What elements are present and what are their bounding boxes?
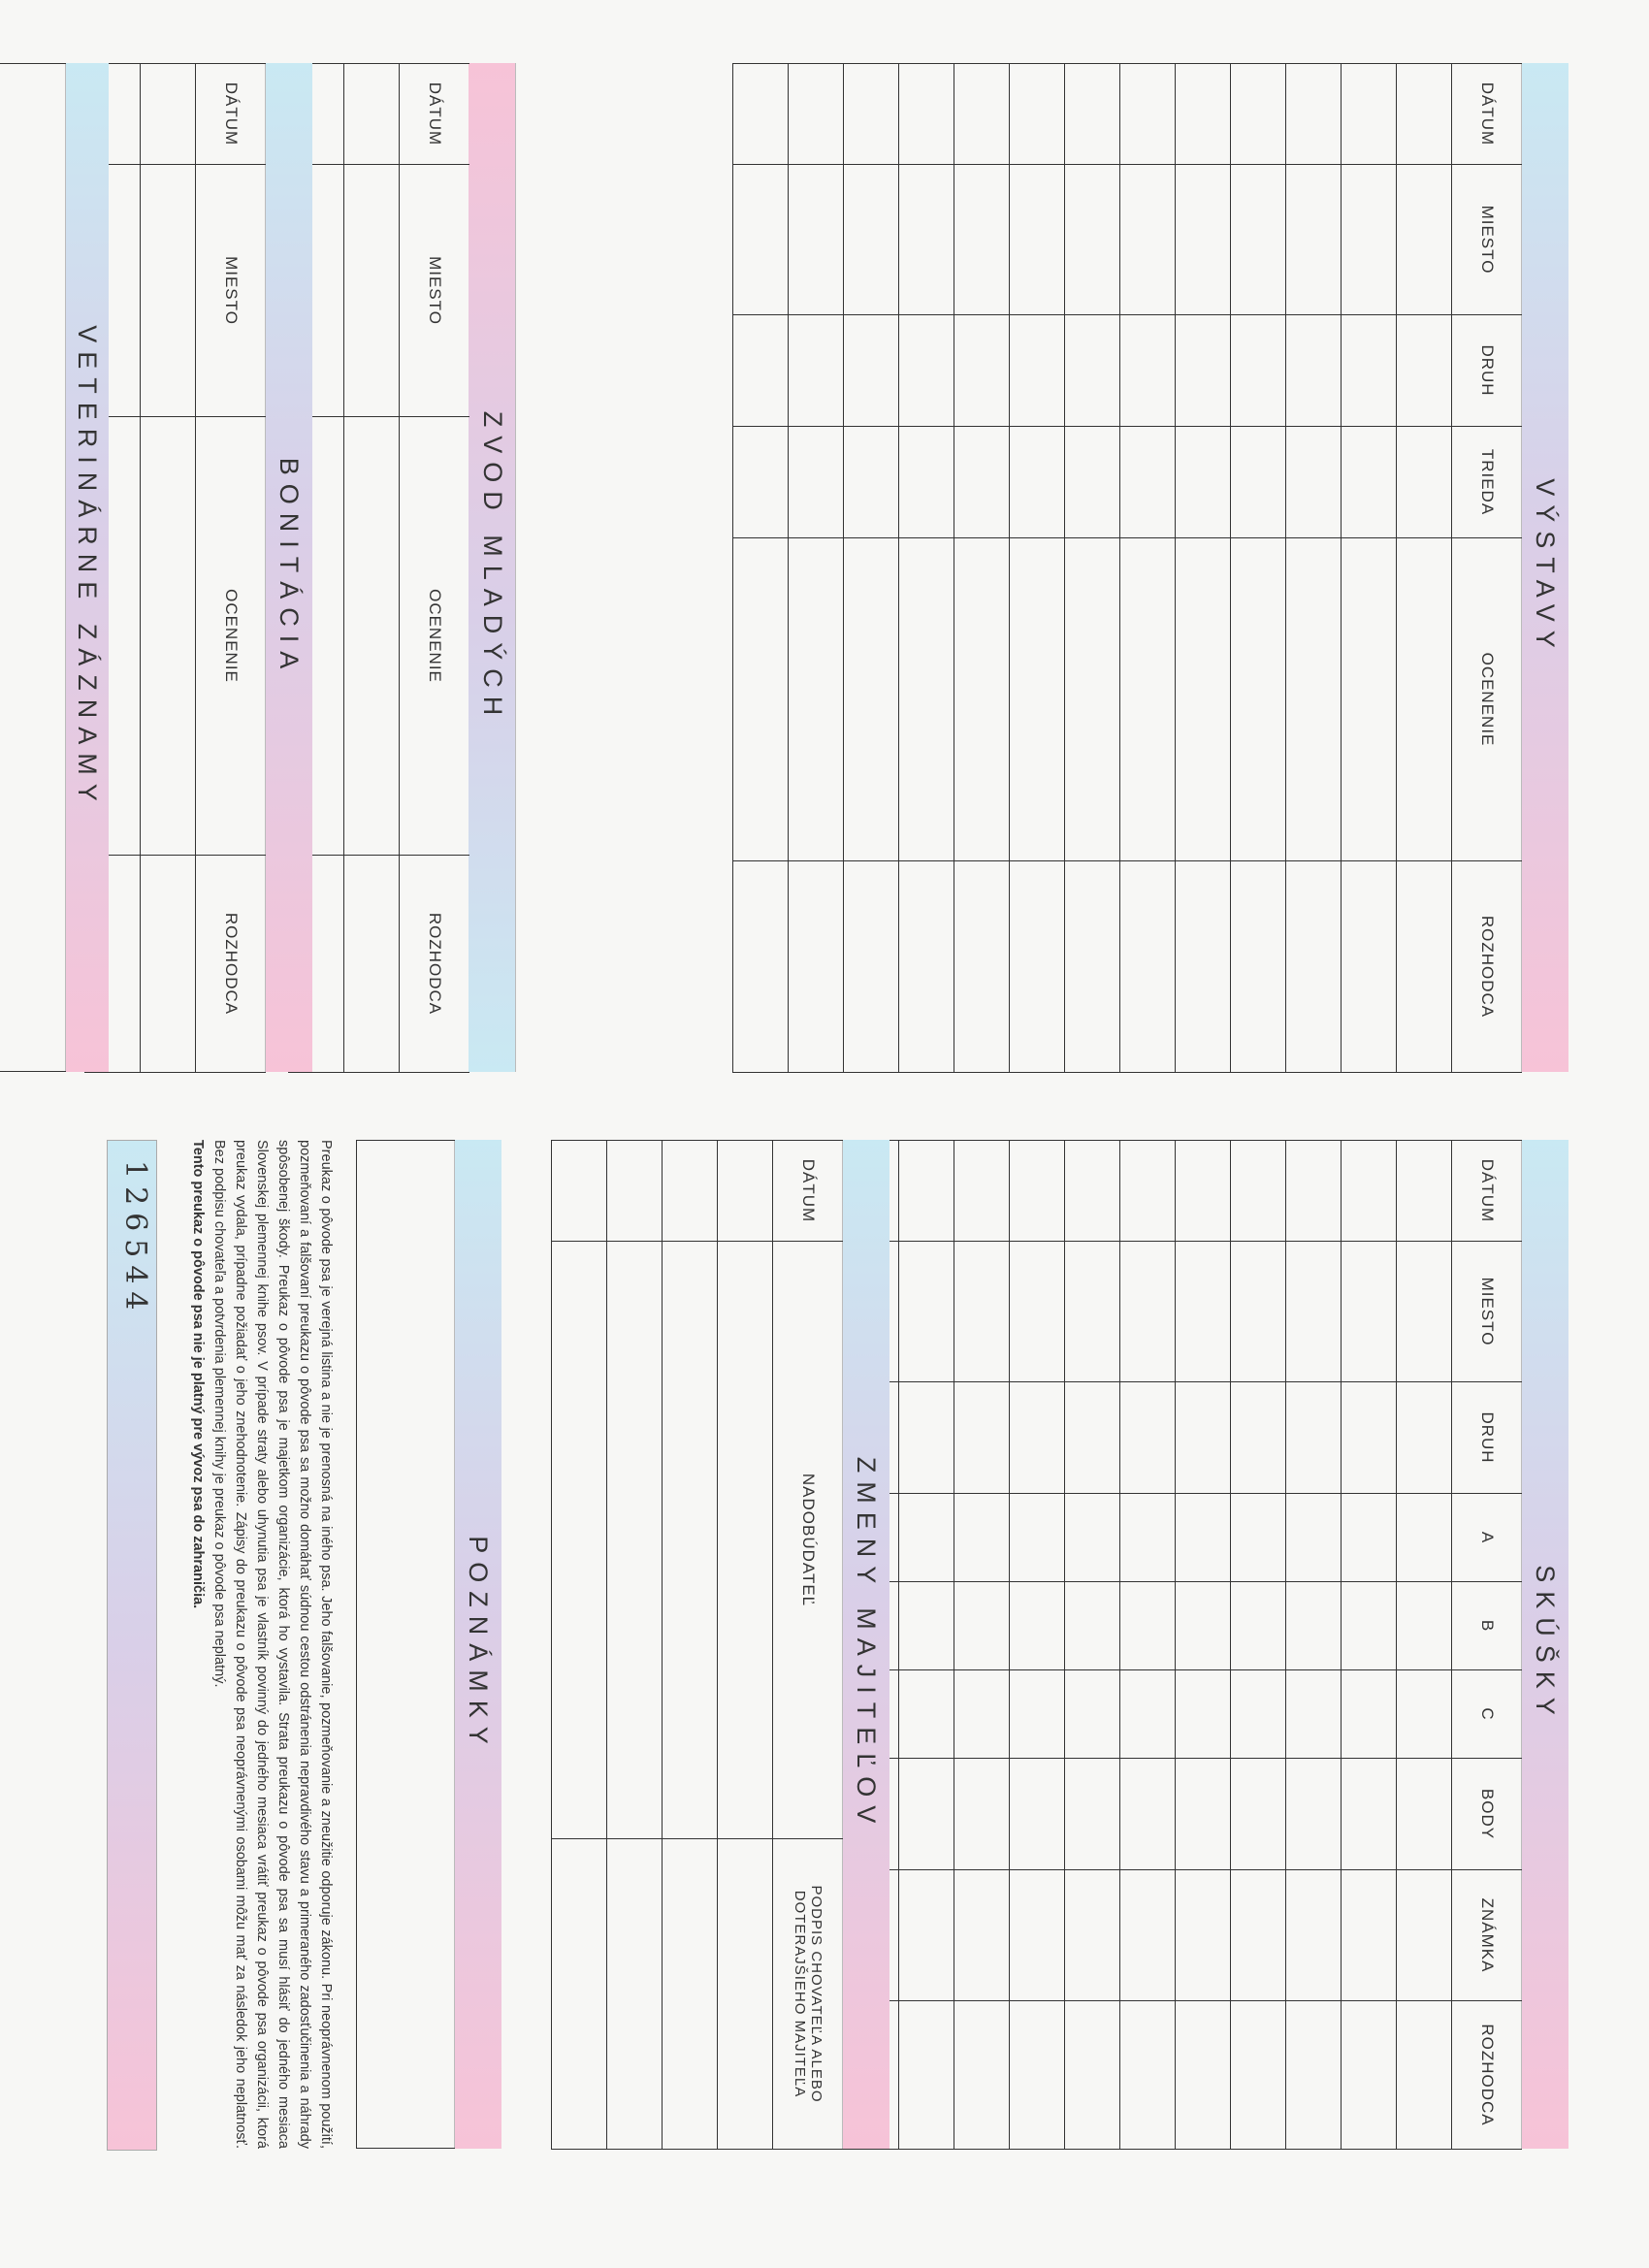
table-cell[interactable] <box>663 1839 718 2150</box>
table-cell[interactable] <box>1286 1494 1342 1582</box>
table-cell[interactable] <box>1120 1382 1176 1494</box>
table-cell[interactable] <box>1231 165 1286 315</box>
table-row <box>552 1141 607 2150</box>
table-cell[interactable] <box>1120 64 1176 165</box>
col-miesto: MIESTO <box>1452 1242 1523 1382</box>
table-cell[interactable] <box>1397 1494 1452 1582</box>
col-miesto: MIESTO <box>196 165 267 417</box>
table-cell[interactable] <box>1120 861 1176 1073</box>
table-cell[interactable] <box>1065 315 1120 427</box>
table-row <box>344 64 400 1073</box>
table-cell[interactable] <box>1342 1141 1397 1242</box>
table-cell[interactable] <box>1010 2001 1065 2150</box>
table-cell[interactable] <box>1065 861 1120 1073</box>
table-cell[interactable] <box>1286 538 1342 861</box>
table-cell[interactable] <box>1120 165 1176 315</box>
table-cell[interactable] <box>1342 1494 1397 1582</box>
table-row <box>1010 64 1065 1073</box>
table-row <box>954 1141 1010 2150</box>
table-cell[interactable] <box>1010 315 1065 427</box>
table-cell[interactable] <box>1286 1759 1342 1870</box>
table-cell[interactable] <box>1342 538 1397 861</box>
col-datum: DÁTUM <box>400 64 470 165</box>
table-cell[interactable] <box>954 1141 1010 1242</box>
table-cell[interactable] <box>1286 64 1342 165</box>
table-cell[interactable] <box>552 1839 607 2150</box>
table-row <box>607 1141 663 2150</box>
zmeny-title: ZMENY MAJITEĽOV <box>842 1140 889 2149</box>
table-cell[interactable] <box>1065 1582 1120 1670</box>
table-cell[interactable] <box>1010 1242 1065 1382</box>
table-cell[interactable] <box>1286 2001 1342 2150</box>
table-row <box>1120 64 1176 1073</box>
table-cell[interactable] <box>954 1494 1010 1582</box>
table-cell[interactable] <box>1120 1582 1176 1670</box>
skusky-table <box>843 1140 1522 2150</box>
table-cell[interactable] <box>1176 861 1231 1073</box>
col-a: A <box>1452 1494 1523 1582</box>
table-cell[interactable] <box>954 315 1010 427</box>
vystavy-title: VÝSTAVY <box>1521 63 1568 1072</box>
table-cell[interactable] <box>1010 1382 1065 1494</box>
table-cell[interactable] <box>1231 1670 1286 1759</box>
vystavy-table <box>732 63 1522 1073</box>
table-cell[interactable] <box>1342 1382 1397 1494</box>
table-cell[interactable] <box>1397 64 1452 165</box>
col-c: C <box>1452 1670 1523 1759</box>
table-cell[interactable] <box>1397 315 1452 427</box>
table-cell[interactable] <box>954 1582 1010 1670</box>
col-datum: DÁTUM <box>773 1141 844 1242</box>
table-cell[interactable] <box>1286 427 1342 538</box>
table-cell[interactable] <box>954 2001 1010 2150</box>
table-cell[interactable] <box>1176 1582 1231 1670</box>
table-cell[interactable] <box>954 861 1010 1073</box>
table-cell[interactable] <box>1397 2001 1452 2150</box>
table-cell[interactable] <box>1286 315 1342 427</box>
col-rozhodca: ROZHODCA <box>400 856 470 1073</box>
table-cell[interactable] <box>1231 1582 1286 1670</box>
table-cell[interactable] <box>1342 315 1397 427</box>
table-row <box>141 64 196 1073</box>
table-cell[interactable] <box>1010 538 1065 861</box>
table-row <box>1286 64 1342 1073</box>
table-cell[interactable] <box>899 538 954 861</box>
table-row <box>844 64 899 1073</box>
vystavy-section <box>763 63 1568 1072</box>
table-cell[interactable] <box>1120 538 1176 861</box>
table-row <box>1176 64 1231 1073</box>
table-cell[interactable] <box>1342 1870 1397 2001</box>
table-cell[interactable] <box>1120 1494 1176 1582</box>
table-cell[interactable] <box>1397 1870 1452 2001</box>
table-row <box>1065 1141 1120 2150</box>
table-row <box>1231 64 1286 1073</box>
table-cell[interactable] <box>1286 1141 1342 1242</box>
table-row <box>1120 1141 1176 2150</box>
table-cell[interactable] <box>1231 861 1286 1073</box>
table-cell[interactable] <box>733 427 789 538</box>
table-cell[interactable] <box>344 417 400 856</box>
veterinarne-section <box>0 63 109 1072</box>
table-cell[interactable] <box>1010 427 1065 538</box>
table-cell[interactable] <box>733 861 789 1073</box>
table-cell[interactable] <box>1010 1141 1065 1242</box>
table-cell[interactable] <box>1010 1582 1065 1670</box>
table-cell[interactable] <box>607 1839 663 2150</box>
table-cell[interactable] <box>844 427 899 538</box>
skusky-rows <box>844 1141 1452 2150</box>
table-cell[interactable] <box>1065 2001 1120 2150</box>
table-cell[interactable] <box>1120 1759 1176 1870</box>
table-cell[interactable] <box>1397 1141 1452 1242</box>
veterinarne-box <box>0 63 66 1072</box>
table-cell[interactable] <box>1231 2001 1286 2150</box>
table-cell[interactable] <box>899 165 954 315</box>
table-cell[interactable] <box>899 1141 954 1242</box>
table-cell[interactable] <box>1065 1870 1120 2001</box>
table-row <box>1176 1141 1231 2150</box>
skusky-section <box>938 1140 1568 2149</box>
table-cell[interactable] <box>1010 1670 1065 1759</box>
table-cell[interactable] <box>1231 1382 1286 1494</box>
col-b: B <box>1452 1582 1523 1670</box>
table-cell[interactable] <box>844 538 899 861</box>
table-cell[interactable] <box>899 1494 954 1582</box>
table-cell[interactable] <box>1397 1670 1452 1759</box>
table-cell[interactable] <box>1010 1870 1065 2001</box>
table-cell[interactable] <box>1120 1870 1176 2001</box>
table-cell[interactable] <box>1231 1494 1286 1582</box>
table-cell[interactable] <box>1010 1759 1065 1870</box>
table-cell[interactable] <box>1286 1670 1342 1759</box>
col-rozhodca: ROZHODCA <box>196 856 267 1073</box>
table-cell[interactable] <box>552 1242 607 1839</box>
table-cell[interactable] <box>1342 861 1397 1073</box>
serial-number: 126544 <box>118 1160 152 1318</box>
col-body: BODY <box>1452 1759 1523 1870</box>
table-cell[interactable] <box>663 1242 718 1839</box>
table-cell[interactable] <box>663 1141 718 1242</box>
bonitacia-section <box>147 63 312 1072</box>
table-cell[interactable] <box>1397 1582 1452 1670</box>
table-cell[interactable] <box>1342 427 1397 538</box>
legal-text: Preukaz o pôvode psa je verejná listina a nie je prenosná na iného psa. Jeho falšovanie, pozmeňovanie a zneužitie odporuje zákonu. Pri neoprávnenom použití, pozmeňovaní a falšovaní preukazu o pôvode psa sa možno domáhať súdnou cestou odstránenia nepravdivého stavu a primeraného zadosťučinenia a náhrady spôsobenej škody. Preukaz o pôvode psa je majetkom organizácie, ktorá ho vystavila. Strata preukazu o pôvode psa sa musí hlásiť do jedného mesiaca Slovenskej plemennej knihe psov. V prípade straty alebo uhynutia psa je vlastník povinný do jedného mesiaca vrátiť preukaz o pôvode psa organizácii, ktorá preukaz vydala, prípadne požiadať o jeho znehodnotenie. Zápisy do preukazu o pôvode psa neoprávnenými osobami môžu mať za následok jeho neplatnosť. Bez podpisu chovateľa a potvrdenia plemennej knihy je preukaz o pôvode psa neplatný. <box>211 1140 334 2149</box>
table-cell[interactable] <box>1176 1382 1231 1494</box>
table-row <box>954 64 1010 1073</box>
table-cell[interactable] <box>1120 315 1176 427</box>
table-cell[interactable] <box>1010 1494 1065 1582</box>
table-cell[interactable] <box>718 1242 773 1839</box>
poznamky-title: POZNÁMKY <box>454 1140 501 2149</box>
table-cell[interactable] <box>1342 64 1397 165</box>
table-cell[interactable] <box>789 165 844 315</box>
table-cell[interactable] <box>1342 1582 1397 1670</box>
table-cell[interactable] <box>899 64 954 165</box>
table-cell[interactable] <box>1120 2001 1176 2150</box>
table-cell[interactable] <box>954 538 1010 861</box>
table-cell[interactable] <box>844 165 899 315</box>
table-cell[interactable] <box>1342 1242 1397 1382</box>
table-cell[interactable] <box>789 64 844 165</box>
table-cell[interactable] <box>1231 1870 1286 2001</box>
table-cell[interactable] <box>733 315 789 427</box>
col-datum: DÁTUM <box>1452 64 1523 165</box>
zvod-section <box>351 63 516 1072</box>
col-ocenenie: OCENENIE <box>1452 538 1523 861</box>
table-cell[interactable] <box>1231 64 1286 165</box>
table-cell[interactable] <box>899 1670 954 1759</box>
table-cell[interactable] <box>607 1242 663 1839</box>
table-cell[interactable] <box>1231 1141 1286 1242</box>
col-trieda: TRIEDA <box>1452 427 1523 538</box>
table-cell[interactable] <box>1176 64 1231 165</box>
table-cell[interactable] <box>1397 538 1452 861</box>
table-cell[interactable] <box>1286 861 1342 1073</box>
table-cell[interactable] <box>899 1582 954 1670</box>
table-cell[interactable] <box>141 64 196 165</box>
table-row <box>1342 1141 1397 2150</box>
table-cell[interactable] <box>1397 427 1452 538</box>
table-cell[interactable] <box>954 1870 1010 2001</box>
table-row <box>663 1141 718 2150</box>
table-cell[interactable] <box>954 1242 1010 1382</box>
table-cell[interactable] <box>1397 1382 1452 1494</box>
col-druh: DRUH <box>1452 315 1523 427</box>
table-row <box>1010 1141 1065 2150</box>
col-nadobudatel: NADOBÚDATEĽ <box>773 1242 844 1839</box>
table-cell[interactable] <box>1286 1582 1342 1670</box>
table-cell[interactable] <box>899 2001 954 2150</box>
zmeny-rows <box>552 1141 773 2150</box>
table-cell[interactable] <box>1176 1870 1231 2001</box>
skusky-title: SKÚŠKY <box>1521 1140 1568 2149</box>
col-rozhodca: ROZHODCA <box>1452 861 1523 1073</box>
table-cell[interactable] <box>344 165 400 417</box>
table-row <box>1065 64 1120 1073</box>
table-row <box>1286 1141 1342 2150</box>
table-cell[interactable] <box>1120 1670 1176 1759</box>
table-cell[interactable] <box>1231 1242 1286 1382</box>
table-cell[interactable] <box>1231 538 1286 861</box>
table-cell[interactable] <box>344 64 400 165</box>
table-cell[interactable] <box>1065 1382 1120 1494</box>
table-cell[interactable] <box>1231 427 1286 538</box>
table-cell[interactable] <box>552 1141 607 1242</box>
legal-notice <box>187 1140 337 2149</box>
table-cell[interactable] <box>733 538 789 861</box>
table-cell[interactable] <box>954 64 1010 165</box>
table-cell[interactable] <box>1342 165 1397 315</box>
rotated-form <box>75 63 1568 2236</box>
table-cell[interactable] <box>899 427 954 538</box>
table-cell[interactable] <box>1120 1242 1176 1382</box>
table-cell[interactable] <box>1065 538 1120 861</box>
col-znamka: ZNÁMKA <box>1452 1870 1523 2001</box>
table-cell[interactable] <box>1176 165 1231 315</box>
table-cell[interactable] <box>1065 1670 1120 1759</box>
table-cell[interactable] <box>1286 1242 1342 1382</box>
table-cell[interactable] <box>789 861 844 1073</box>
table-cell[interactable] <box>1176 315 1231 427</box>
table-cell[interactable] <box>1065 1141 1120 1242</box>
table-cell[interactable] <box>1065 64 1120 165</box>
table-cell[interactable] <box>1176 1670 1231 1759</box>
table-cell[interactable] <box>954 1759 1010 1870</box>
table-cell[interactable] <box>1397 165 1452 315</box>
table-cell[interactable] <box>1120 427 1176 538</box>
table-cell[interactable] <box>1176 427 1231 538</box>
table-cell[interactable] <box>1065 1494 1120 1582</box>
zvod-table <box>288 63 469 1073</box>
table-cell[interactable] <box>1176 1242 1231 1382</box>
table-cell[interactable] <box>1286 165 1342 315</box>
table-cell[interactable] <box>899 1382 954 1494</box>
zmeny-table <box>551 1140 843 2150</box>
zmeny-section <box>545 1140 889 2149</box>
col-miesto: MIESTO <box>400 165 470 417</box>
table-cell[interactable] <box>1176 1141 1231 1242</box>
table-row <box>1397 1141 1452 2150</box>
table-cell[interactable] <box>1065 1759 1120 1870</box>
table-cell[interactable] <box>1397 1759 1452 1870</box>
table-cell[interactable] <box>844 64 899 165</box>
table-cell[interactable] <box>1176 1759 1231 1870</box>
table-row <box>789 64 844 1073</box>
table-cell[interactable] <box>1342 1670 1397 1759</box>
col-druh: DRUH <box>1452 1382 1523 1494</box>
table-cell[interactable] <box>141 856 196 1073</box>
table-cell[interactable] <box>1286 1870 1342 2001</box>
table-row <box>1397 64 1452 1073</box>
table-row <box>899 64 954 1073</box>
table-cell[interactable] <box>1176 2001 1231 2150</box>
zvod-title: ZVOD MLADÝCH <box>478 410 508 725</box>
table-row <box>1342 64 1397 1073</box>
table-row <box>899 1141 954 2150</box>
table-cell[interactable] <box>1010 861 1065 1073</box>
table-cell[interactable] <box>789 427 844 538</box>
table-cell[interactable] <box>1065 1242 1120 1382</box>
table-cell[interactable] <box>1176 1494 1231 1582</box>
table-cell[interactable] <box>954 1382 1010 1494</box>
table-cell[interactable] <box>844 861 899 1073</box>
col-miesto: MIESTO <box>1452 165 1523 315</box>
table-cell[interactable] <box>954 1670 1010 1759</box>
vystavy-rows <box>733 64 1452 1073</box>
table-row <box>718 1141 773 2150</box>
table-cell[interactable] <box>1286 1382 1342 1494</box>
legal-bold-text: Tento preukaz o pôvode psa nie je platný pre vývoz psa do zahraničia. <box>190 1140 206 1609</box>
col-ocenenie: OCENENIE <box>196 417 267 856</box>
table-cell[interactable] <box>1342 1759 1397 1870</box>
table-cell[interactable] <box>899 1242 954 1382</box>
table-cell[interactable] <box>899 315 954 427</box>
table-cell[interactable] <box>789 315 844 427</box>
table-cell[interactable] <box>899 861 954 1073</box>
table-cell[interactable] <box>1231 1759 1286 1870</box>
col-podpis: PODPIS CHOVATEĽA ALEBO DOTERAJŠIEHO MAJITEĽA <box>773 1839 844 2150</box>
table-cell[interactable] <box>1120 1141 1176 1242</box>
table-cell[interactable] <box>1231 315 1286 427</box>
table-row <box>1231 1141 1286 2150</box>
bonitacia-table <box>84 63 266 1073</box>
table-cell[interactable] <box>141 417 196 856</box>
table-cell[interactable] <box>1010 165 1065 315</box>
table-row <box>733 64 789 1073</box>
table-cell[interactable] <box>954 427 1010 538</box>
table-cell[interactable] <box>954 165 1010 315</box>
col-rozhodca: ROZHODCA <box>1452 2001 1523 2150</box>
table-cell[interactable] <box>718 1839 773 2150</box>
table-cell[interactable] <box>141 165 196 417</box>
table-cell[interactable] <box>1065 165 1120 315</box>
table-cell[interactable] <box>1342 2001 1397 2150</box>
table-cell[interactable] <box>844 315 899 427</box>
table-cell[interactable] <box>607 1141 663 1242</box>
table-cell[interactable] <box>733 165 789 315</box>
bonitacia-title: BONITÁCIA <box>265 63 312 1072</box>
table-cell[interactable] <box>1065 427 1120 538</box>
table-cell[interactable] <box>899 1870 954 2001</box>
table-cell[interactable] <box>344 856 400 1073</box>
veterinarne-title: VETERINÁRNE ZÁZNAMY <box>65 63 109 1072</box>
table-cell[interactable] <box>733 64 789 165</box>
poznamky-box <box>356 1140 455 2149</box>
table-cell[interactable] <box>1010 64 1065 165</box>
table-cell[interactable] <box>789 538 844 861</box>
serial-band <box>107 1140 157 2151</box>
poznamky-section <box>356 1140 501 2149</box>
table-cell[interactable] <box>1176 538 1231 861</box>
table-cell[interactable] <box>718 1141 773 1242</box>
col-ocenenie: OCENENIE <box>400 417 470 856</box>
col-datum: DÁTUM <box>1452 1141 1523 1242</box>
col-datum: DÁTUM <box>196 64 267 165</box>
table-cell[interactable] <box>899 1759 954 1870</box>
table-cell[interactable] <box>1397 1242 1452 1382</box>
table-cell[interactable] <box>1397 861 1452 1073</box>
